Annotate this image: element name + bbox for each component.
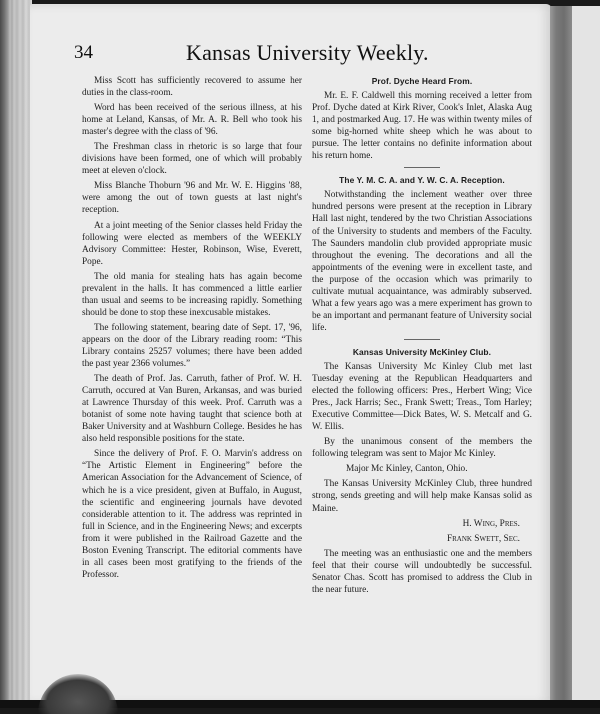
article-heading: The Y. M. C. A. and Y. W. C. A. Reception.	[339, 175, 505, 186]
paragraph: Mr. E. F. Caldwell this morning received a letter from Prof. Dyche dated at Kirk River, Cook's Inlet, Alaska Aug 1, and postmarked Aug. 17. He was within twenty miles of some big-horned white sheep which he was about to pursue. The letter contains no definite information about his return home.	[312, 91, 532, 162]
page-header	[74, 40, 514, 70]
paragraph: The meeting was an enthusiastic one and the members feel that their course will undoubtedly be successful. Senator Chas. Scott has promised to address the Club in the near future.	[312, 548, 532, 595]
book-gutter	[550, 6, 572, 708]
paragraph: By the unanimous consent of the members the following telegram was sent to Major Mc Kinley.	[312, 437, 532, 460]
paragraph: Notwithstanding the inclement weather over three hundred persons were present at the reception in Library Hall last night, tendered by the two Christian Associations of the University to students and members of the Faculty. The Saunders mandolin club provided appropriate music throughout the evening. The decorations and all the appointments of the evening were in excellent taste, and the purpose of the occasion which was primarily to cultivate mutual acquaintance, was admirably subserved. What a few years ago was a mere experiment has grown to be an important and permanant feature of University social life.	[312, 190, 532, 333]
paragraph: The following statement, bearing date of Sept. 17, '96, appears on the door of the Library reading room: “This Library contains 25257 volumes; there have been added the past year 2366 volumes.”	[82, 322, 302, 370]
signature: H. Wing, Pres.	[462, 518, 520, 529]
section-divider	[404, 339, 440, 340]
paragraph: Miss Blanche Thoburn '96 and Mr. W. E. Higgins '88, were among the out of town guests at last night's reception.	[82, 181, 302, 216]
page-number: 34	[74, 42, 93, 63]
paragraph: The death of Prof. Jas. Carruth, father of Prof. W. H. Carruth, occured at Van Buren, Arkansas, and was buried at Lawrence Thursday of this week. Prof. Carruth was a botanist of some note having taught that science both at Baker University and at Washburn College. Besides he has also held responsible positions for the state.	[82, 374, 302, 445]
telegram-body: The Kansas University McKinley Club, three hundred strong, sends greeting and will help make Kansas solid as Maine.	[312, 479, 532, 514]
running-title: Kansas University Weekly.	[186, 40, 429, 65]
paragraph: The Kansas University Mc Kinley Club met last Tuesday evening at the Republican Headquarters and elected the following officers: Pres., Herbert Wing; Vice Pres., Jack Harris; Sec., Frank Swett; Treas., Tom Harley; Executive Committee—Dick Bates, W. S. Metcalf and G. W. Ellis.	[312, 361, 532, 433]
article-heading: Prof. Dyche Heard From.	[371, 76, 473, 86]
paragraph: The Freshman class in rhetoric is so large that four divisions have been formed, one of which will probably meet at eleven o'clock.	[82, 142, 302, 177]
facing-page-edge	[572, 6, 600, 708]
right-column	[312, 75, 532, 599]
signature: Frank Swett, Sec.	[446, 533, 520, 544]
paragraph: The old mania for stealing hats has again become prevalent in the halls. It has commenced a little earlier than usual and seems to be increasing rapidly. Something should be done to stop these inexcusable mistakes.	[82, 271, 302, 318]
article-heading: Kansas University McKinley Club.	[352, 346, 492, 357]
page-edges-left	[0, 0, 32, 708]
paragraph: Word has been received of the serious illness, at his home at Leland, Kansas, of Mr. A. R. Bell who took his master's degree with the class of '96.	[82, 103, 302, 138]
telegram-address: Major Mc Kinley, Canton, Ohio.	[346, 464, 468, 475]
paragraph: Since the delivery of Prof. F. O. Marvin's address on “The Artistic Element in Engineering” before the American Association for the Advancement of Science, of which he is a vice president, given at Buffalo, in August, the scientific and engineering journals have devoted considerable attention to it. The address was reprinted in full in Science, and in the Engineering News; and excerpts from it were published in the Railroad Gazette and the Boston Evening Transcript. The editorial comments have in all cases been most gratifying to the friends of the Professor.	[82, 449, 302, 580]
section-divider	[404, 167, 440, 168]
left-column	[82, 75, 302, 584]
paragraph: At a joint meeting of the Senior classes held Friday the following were elected as members of the WEEKLY Advisory Committee: Hester, Robinson, Wise, Everett, Pope.	[82, 220, 302, 267]
paragraph: Miss Scott has sufficiently recovered to assume her duties in the class-room.	[82, 76, 302, 99]
